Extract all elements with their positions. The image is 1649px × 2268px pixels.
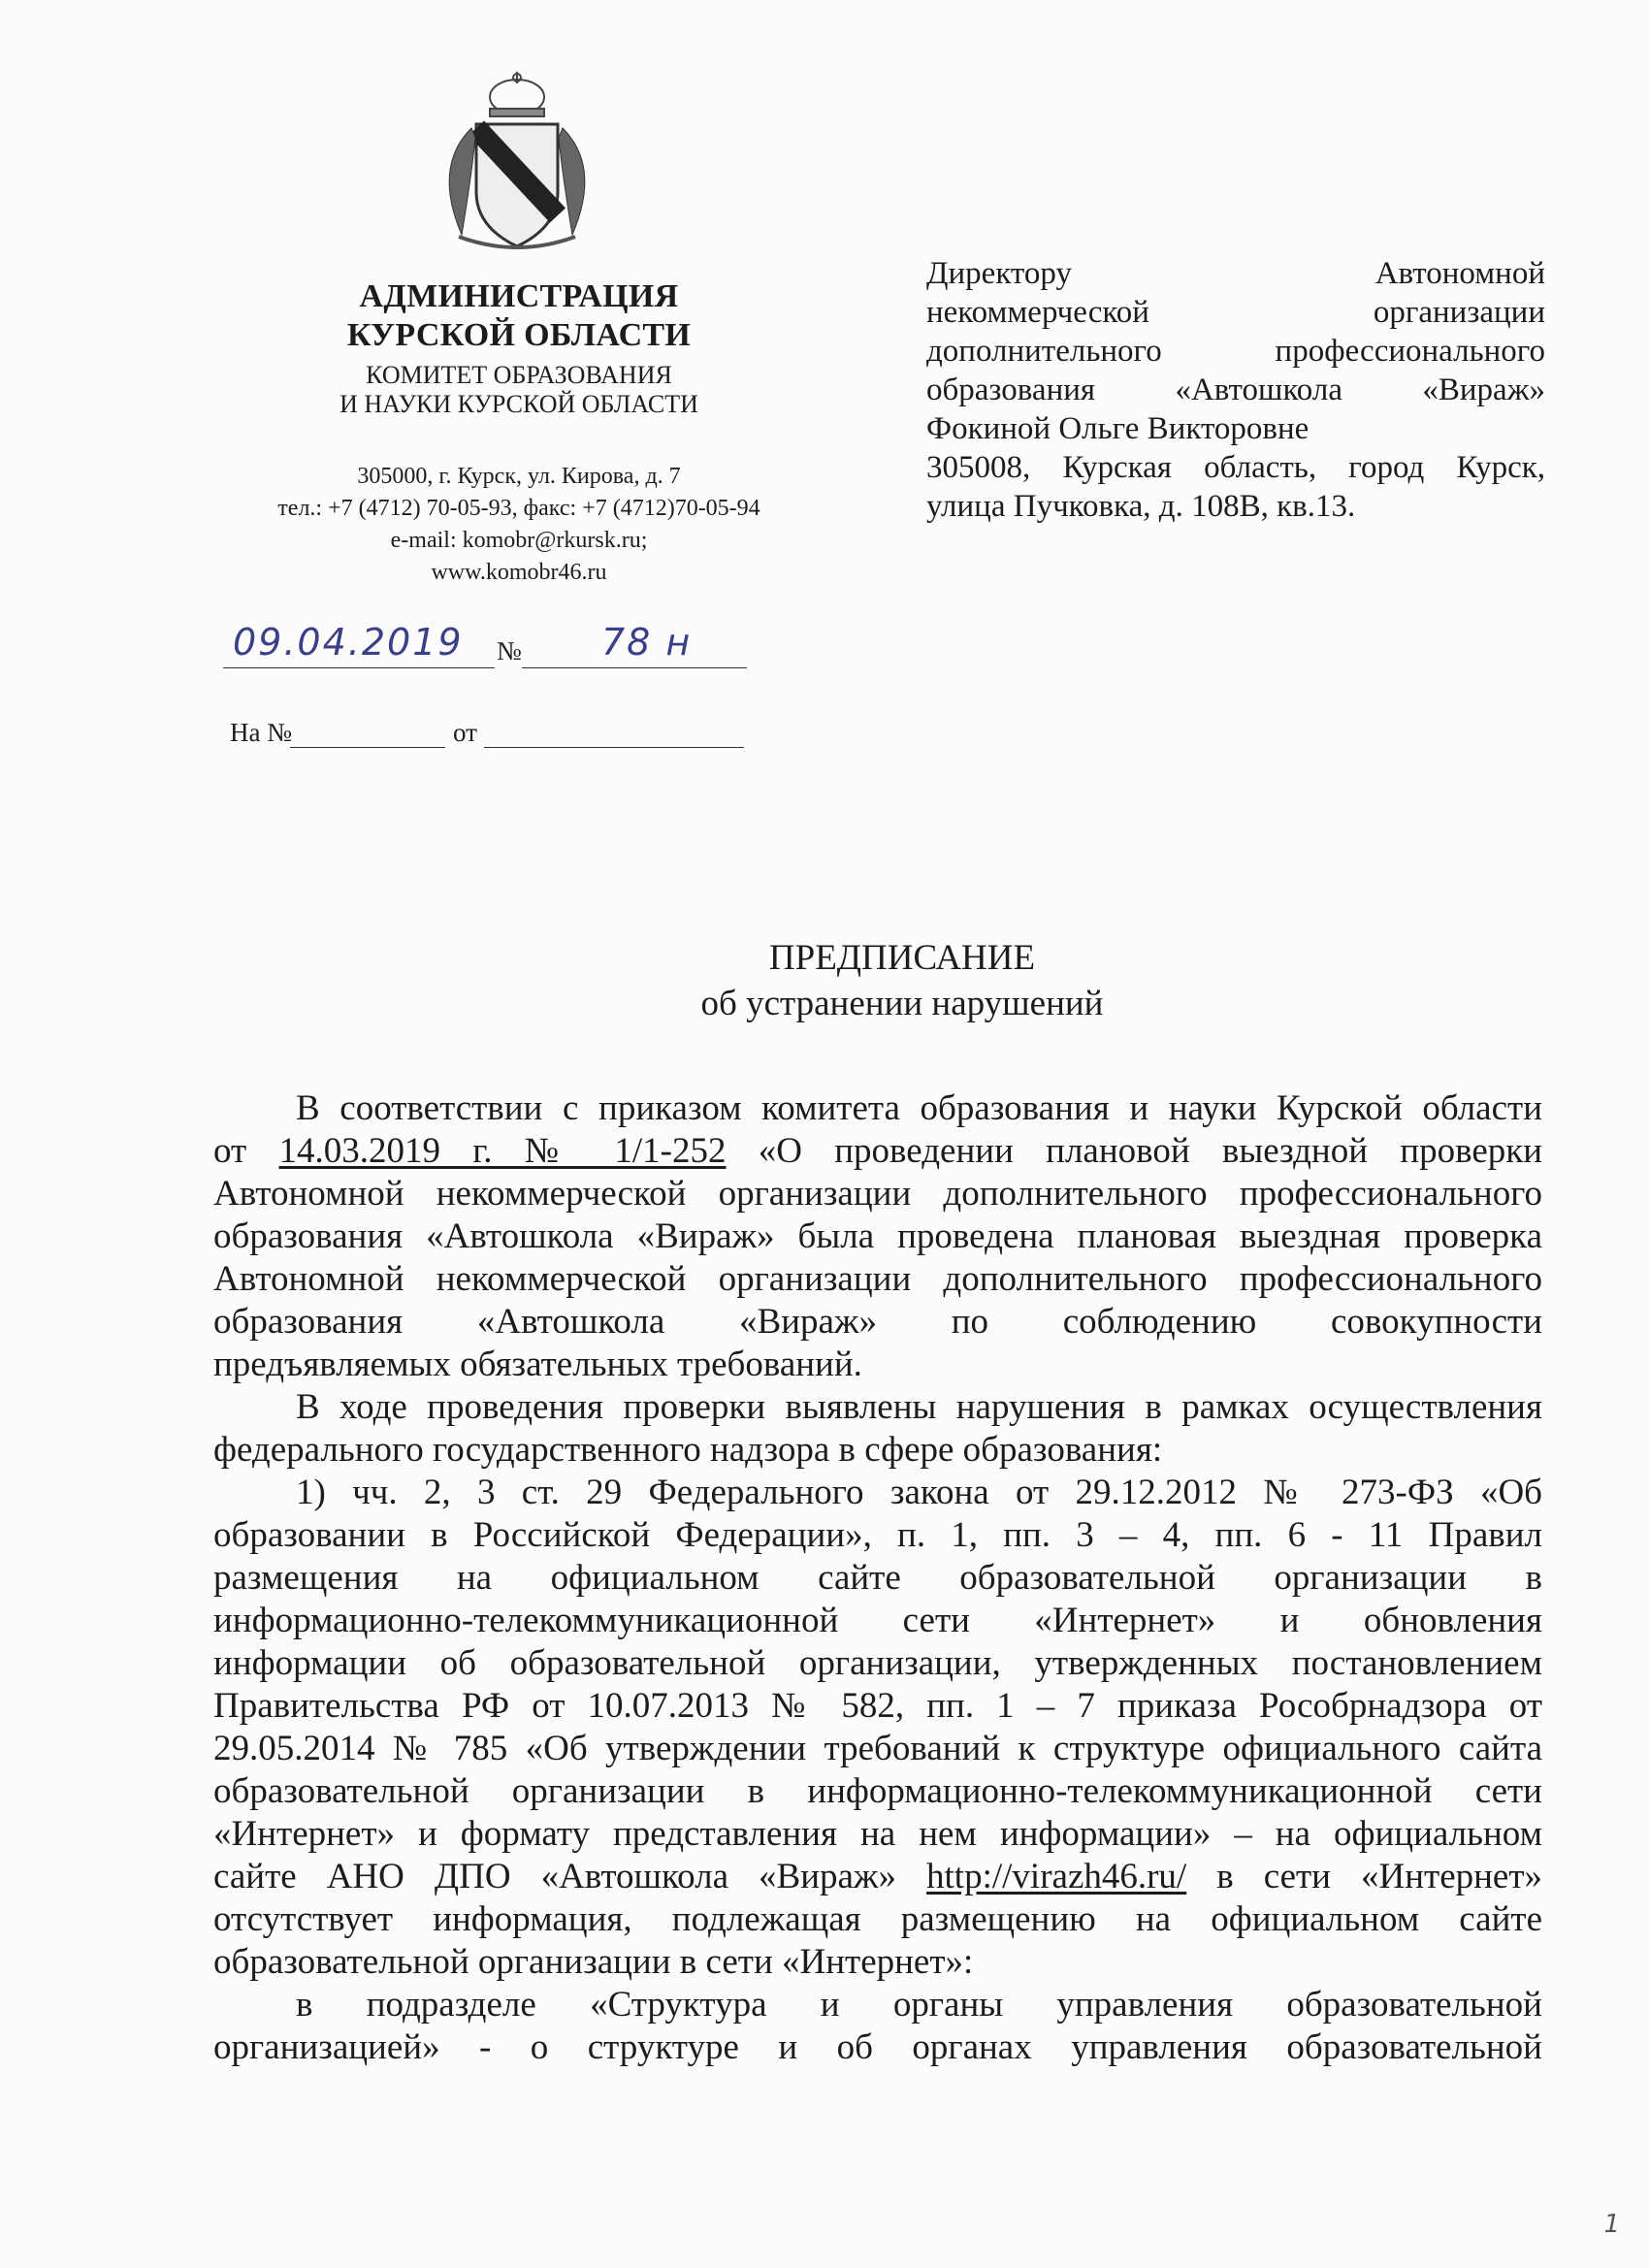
dept-name-line1: КОМИТЕТ ОБРАЗОВАНИЯ <box>366 361 672 389</box>
reference-line <box>230 718 744 753</box>
body-p3-line10 <box>213 1857 1542 1897</box>
ref-date-underline <box>484 747 744 748</box>
addressee-title: Директору <box>926 256 1072 291</box>
body-p3-line6: Правительства РФ от 10.07.2013 № 582, пп. 1 – 7 приказа Рособрнадзора от <box>213 1686 1542 1726</box>
addressee-address-line2: улица Пучковка, д. 108В, кв.13. <box>926 489 1356 524</box>
addressee-org-word: Автономной <box>1374 256 1545 291</box>
body-p3-line9: «Интернет» и формату представления на нем информации» – на официальном <box>213 1814 1542 1854</box>
body-p3-line4: информационно-телекоммуникационной сети «Интернет» и обновления <box>213 1601 1542 1640</box>
body-p1-line1: В соответствии с приказом комитета образования и науки Курской области <box>296 1088 1542 1128</box>
number-label: № <box>497 636 522 665</box>
addressee-line2 <box>926 293 1545 332</box>
org-name-line2: КУРСКОЙ ОБЛАСТИ <box>346 317 692 353</box>
body-p1-line2 <box>213 1131 1542 1172</box>
addressee-name: Фокиной Ольге Викторовне <box>926 411 1310 446</box>
registration-date: 09.04.2019 <box>233 621 464 664</box>
body-p3-line1: 1) чч. 2, 3 ст. 29 Федерального закона от 29.12.2012 № 273-ФЗ «Об <box>296 1473 1542 1512</box>
body-p2-line2: федерального государственного надзора в сфере образования: <box>213 1430 1163 1470</box>
org-name-line1: АДМИНИСТРАЦИЯ <box>359 278 679 314</box>
org-phone: тел.: +7 (4712) 70-05-93, факс: +7 (4712)70-05-94 <box>277 496 760 521</box>
addressee-address-line1: 305008, Курская область, город Курск, <box>926 450 1545 485</box>
body-p1-line3: Автономной некоммерческой организации дополнительного профессионального <box>213 1174 1542 1214</box>
body-p4-line2: организацией» - о структуре и об органах управления образовательной <box>213 2027 1542 2067</box>
body-p1-line6 <box>213 1302 1542 1343</box>
addressee-line3: дополнительного профессионального <box>926 334 1545 369</box>
body-p1-line6-b: по соблюдению совокупности <box>951 1302 1542 1342</box>
body-p3-line8: образовательной организации в информационно-телекоммуникационной сети <box>213 1771 1542 1811</box>
addressee-line2-a: некоммерческой <box>926 295 1149 330</box>
body-p3-line2: образовании в Российской Федерации», п. 1, пп. 3 – 4, пп. 6 - 11 Правил <box>213 1515 1542 1555</box>
document-title: ПРЕДПИСАНИЕ <box>768 938 1036 978</box>
page-number: 1 <box>1603 2210 1620 2239</box>
body-p1-line6-a: образования «Автошкола «Вираж» <box>213 1302 877 1342</box>
registration-number: 78 н <box>601 621 693 664</box>
org-email: e-mail: komobr@rkursk.ru; <box>390 528 648 553</box>
ref-number-underline <box>290 747 445 748</box>
body-p3-line12: образовательной организации в сети «Интернет»: <box>213 1942 974 1982</box>
dept-name-line2: И НАУКИ КУРСКОЙ ОБЛАСТИ <box>340 390 698 418</box>
body-p4-line1: в подразделе «Структура и органы управления образовательной <box>296 1985 1542 2025</box>
addressee-line1 <box>926 254 1545 293</box>
body-p1-line5: Автономной некоммерческой организации дополнительного профессионального <box>213 1259 1542 1299</box>
order-reference: 14.03.2019 г. № 1/1-252 <box>278 1131 727 1171</box>
ref-from-label: от <box>453 718 477 747</box>
org-website: www.komobr46.ru <box>431 560 607 585</box>
ref-number-label: На № <box>230 718 292 747</box>
body-p3-line10-a: сайте АНО ДПО «Автошкола «Вираж» <box>213 1857 896 1896</box>
body-p1-from: от <box>213 1131 247 1171</box>
registration-line <box>223 621 747 679</box>
org-address: 305000, г. Курск, ул. Кирова, д. 7 <box>357 464 681 489</box>
body-p3-line3: размещения на официальном сайте образовательной организации в <box>213 1558 1542 1598</box>
body-p1-line2-rest: «О проведении плановой выездной проверки <box>758 1131 1543 1171</box>
website-link[interactable]: http://virazh46.ru/ <box>926 1857 1187 1896</box>
coat-of-arms-emblem <box>386 70 648 256</box>
addressee-line2-b: организации <box>1373 295 1545 330</box>
body-p1-line7: предъявляемых обязательных требований. <box>213 1345 862 1384</box>
document-subtitle: об устранении нарушений <box>700 984 1104 1023</box>
body-p3-line11: отсутствует информация, подлежащая размещению на официальном сайте <box>213 1899 1542 1939</box>
body-p2-line1: В ходе проведения проверки выявлены нарушения в рамках осуществления <box>296 1387 1542 1427</box>
body-p3-line10-b: в сети «Интернет» <box>1216 1857 1543 1896</box>
body-p3-line7: 29.05.2014 № 785 «Об утверждении требований к структуре официального сайта <box>213 1729 1542 1768</box>
body-p1-line4: образования «Автошкола «Вираж» была проведена плановая выездная проверка <box>213 1216 1542 1256</box>
number-underline <box>522 667 747 668</box>
addressee-line4: образования «Автошкола «Вираж» <box>926 373 1545 407</box>
body-p3-line5: информации об образовательной организации, утвержденных постановлением <box>213 1643 1542 1683</box>
date-underline <box>223 667 495 668</box>
